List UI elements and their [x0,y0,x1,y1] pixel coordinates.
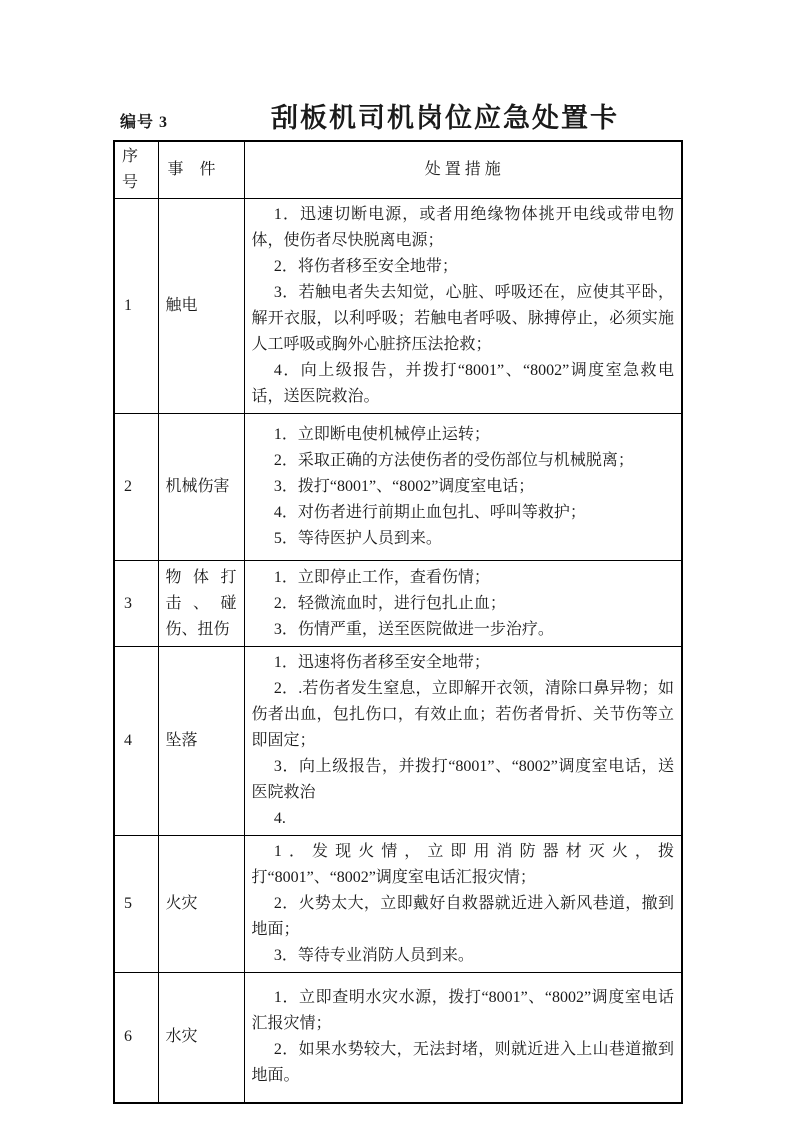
measure-item: 3．拨打“8001”、“8002”调度室电话； [273,478,535,495]
measure-item: 4．对伤者进行前期止血包扎、呼叫等救护； [273,504,586,521]
measure-item: 2．.若伤者发生窒息，立即解开衣领，清除口鼻异物；如伤者出血，包扎伤口，有效止血；若伤者骨折、关节伤等立即固定； [251,680,674,749]
measure-item: 1．立即查明水灾水源，拨打“8001”、“8002”调度室电话汇报灾情； [251,989,674,1033]
measure-item: 3．等待专业消防人员到来。 [273,947,474,964]
doc-number-label: 编号 3 [120,114,169,131]
measures-cell [244,836,682,973]
measure-item: 3．若触电者失去知觉，心脏、呼吸还在，应使其平卧，解开衣服，以利呼吸；若触电者呼吸、脉搏停止，必须实施人工呼吸或胸外心脏挤压法抢救； [251,284,674,353]
measures-cell [244,199,682,414]
table-header-row [114,141,682,199]
measure-item: 1．发现火情，立即用消防器材灭火，拨打“8001”、“8002”调度室电话汇报灾情； [251,843,674,886]
measure-item: 1．迅速将伤者移至安全地带； [273,654,490,671]
table-body [114,199,682,1103]
measure-item: 2．采取正确的方法使伤者的受伤部位与机械脱离； [273,452,634,469]
row-index-cell: 2 [114,414,158,561]
measure-item: 4．向上级报告，并拨打“8001”、“8002”调度室急救电话，送医院救治。 [251,362,674,405]
measure-item: 1．迅速切断电源，或者用绝缘物体挑开电线或带电物体，使伤者尽快脱离电源； [251,206,674,249]
measures-cell [244,647,682,836]
column-header-index: 序号 [114,141,158,199]
document-header [113,96,681,136]
event-name-cell: 坠落 [158,647,244,836]
measure-item: 2．火势太大，立即戴好自救器就近进入新风巷道，撤到地面； [251,895,674,938]
emergency-measures-table [113,140,683,1104]
row-index-cell: 4 [114,647,158,836]
column-header-measures: 处 置 措 施 [244,141,682,199]
event-name-cell: 物体打击、碰伤、扭伤 [158,561,244,647]
measure-item: 2．如果水势较大，无法封堵，则就近进入上山巷道撤到地面。 [251,1041,674,1085]
event-name-cell: 火灾 [158,836,244,973]
row-index-cell: 3 [114,561,158,647]
measure-item: 3．伤情严重，送至医院做进一步治疗。 [273,620,554,638]
measure-item: 3．向上级报告，并拨打“8001”、“8002”调度室电话，送医院救治 [251,758,674,801]
event-name-cell: 机械伤害 [158,414,244,561]
measures-cell [244,414,682,561]
event-name-cell: 水灾 [158,973,244,1103]
measures-cell [244,561,682,647]
measure-item: 1．立即断电使机械停止运转； [273,426,490,443]
measure-item: 1．立即停止工作，查看伤情； [273,568,490,586]
event-name-cell: 触电 [158,199,244,414]
measure-item: 4. [273,810,286,827]
column-header-event: 事 件 [158,141,244,199]
table-row [114,647,682,836]
table-row [114,836,682,973]
page-title: 刮板机司机岗位应急处置卡 [271,103,619,133]
measures-cell [244,973,682,1103]
row-index-cell: 5 [114,836,158,973]
measure-item: 5．等待医护人员到来。 [273,530,442,547]
measure-item: 2．将伤者移至安全地带； [273,258,458,275]
table-row [114,973,682,1103]
table-row [114,561,682,647]
row-index-cell: 1 [114,199,158,414]
row-index-cell: 6 [114,973,158,1103]
table-row [114,199,682,414]
measure-item: 2．轻微流血时，进行包扎止血； [273,594,506,612]
table-row [114,414,682,561]
